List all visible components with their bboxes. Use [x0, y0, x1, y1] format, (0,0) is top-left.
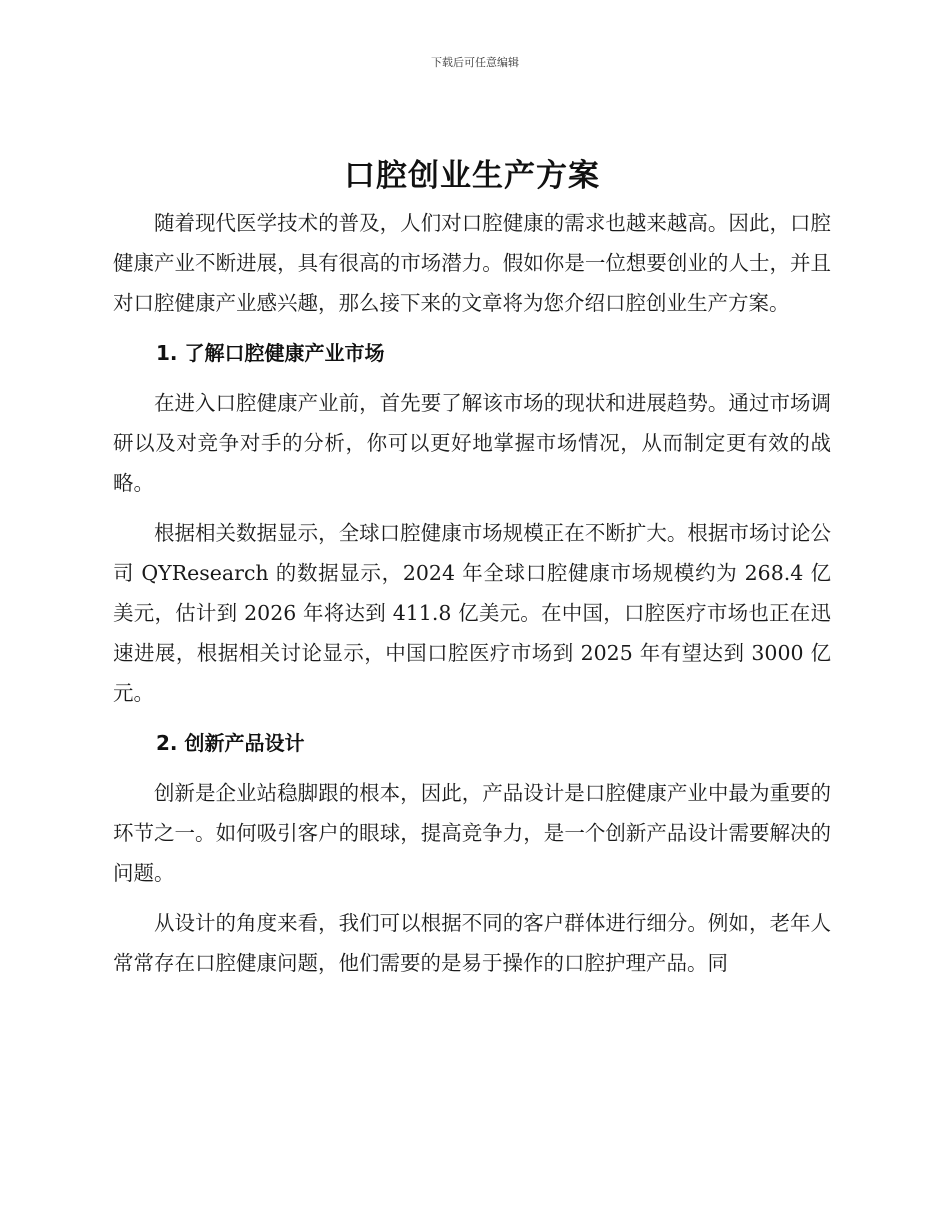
- paragraph-market-data: 根据相关数据显示，全球口腔健康市场规模正在不断扩大。根据市场讨论公司 QYResearch 的数据显示，2024 年全球口腔健康市场规模约为 268.4 亿美元，估计到 2026 年将达到 411.8 亿美元。在中国，口腔医疗市场也正在迅速进展，根据相关讨论显示，中国口腔医疗市场到 2025 年有望达到 3000 亿元。: [113, 521, 831, 705]
- header-note: 下载后可任意编辑: [431, 56, 519, 69]
- section-heading-product-design: 2. 创新产品设计: [156, 731, 305, 755]
- paragraph-innovation: 创新是企业站稳脚跟的根本，因此，产品设计是口腔健康产业中最为重要的环节之一。如何吸引客户的眼球，提高竞争力，是一个创新产品设计需要解决的问题。: [113, 781, 831, 885]
- document-title: 口腔创业生产方案: [344, 158, 600, 194]
- document-body: [113, 150, 831, 993]
- section-heading-market: 1. 了解口腔健康产业市场: [156, 341, 385, 365]
- intro-paragraph: 随着现代医学技术的普及，人们对口腔健康的需求也越来越高。因此，口腔健康产业不断进展，具有很高的市场潜力。假如你是一位想要创业的人士，并且对口腔健康产业感兴趣，那么接下来的文章将为您介绍口腔创业生产方案。: [113, 211, 831, 315]
- paragraph-market-research: 在进入口腔健康产业前，首先要了解该市场的现状和进展趋势。通过市场调研以及对竞争对手的分析，你可以更好地掌握市场情况，从而制定更有效的战略。: [113, 391, 831, 495]
- paragraph-segmentation: 从设计的角度来看，我们可以根据不同的客户群体进行细分。例如，老年人常常存在口腔健康问题，他们需要的是易于操作的口腔护理产品。同: [113, 911, 831, 975]
